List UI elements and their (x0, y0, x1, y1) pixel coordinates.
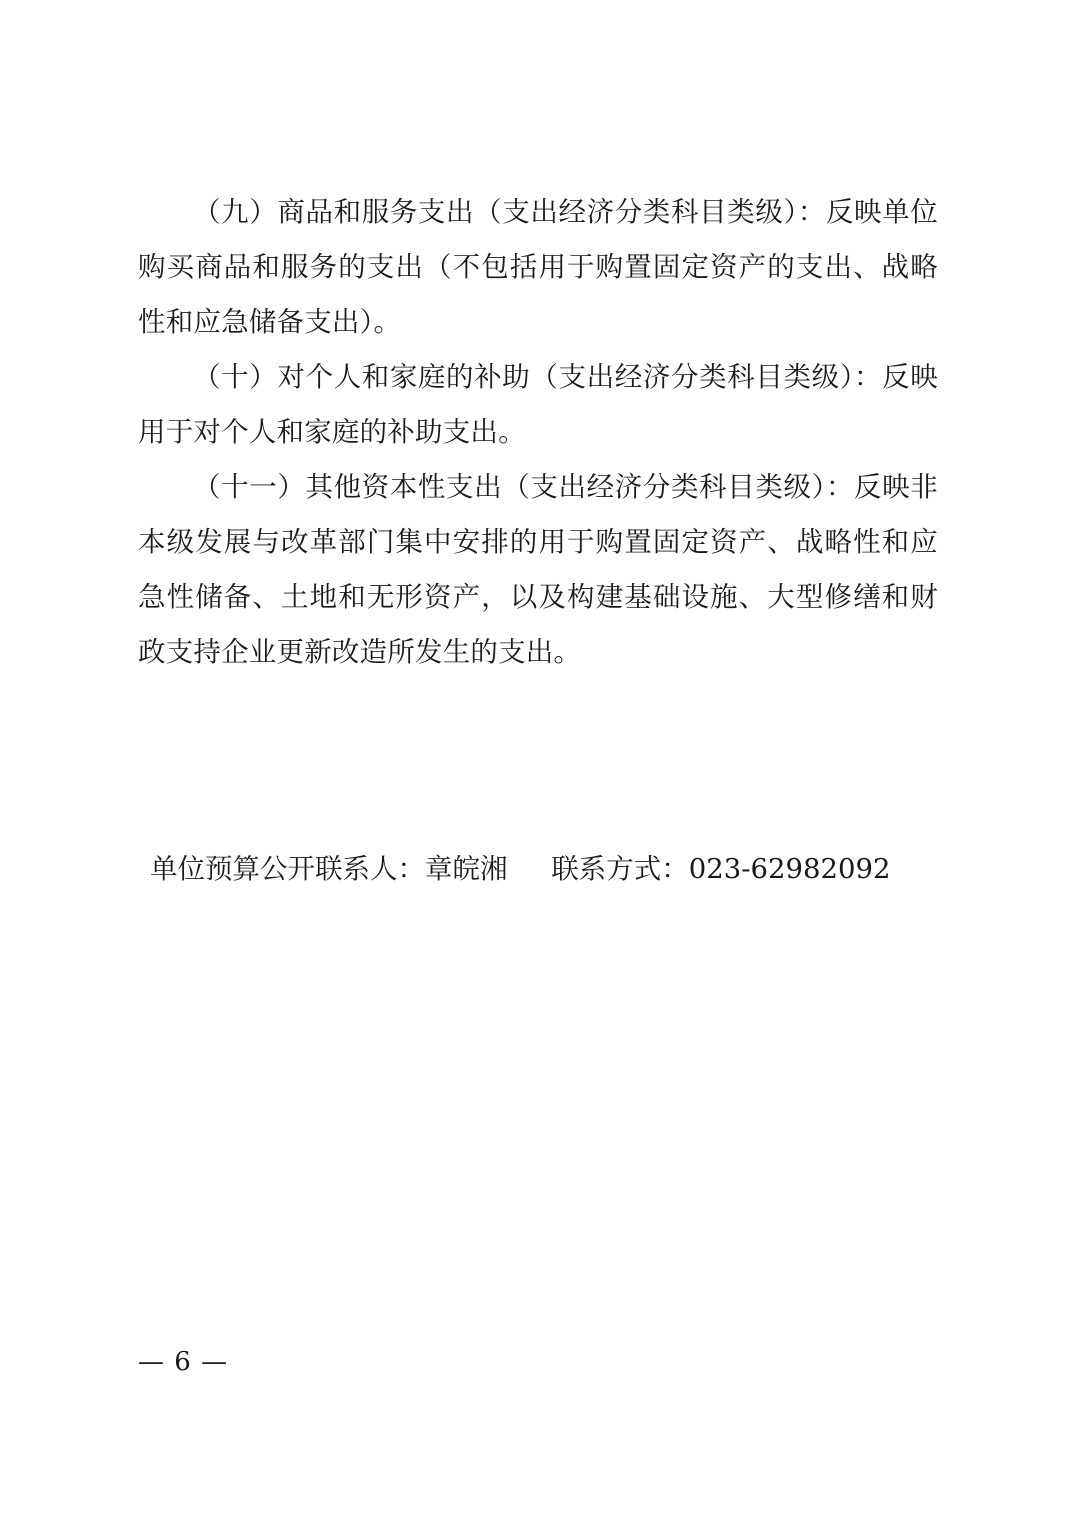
paragraph-item-11: （十一）其他资本性支出（支出经济分类科目类级）：反映非本级发展与改革部门集中安排的用于购置固定资产、战略性和应急性储备、土地和无形资产，以及构建基础设施、大型修缮和财政支持企业更新改造所发生的支出。 (138, 471, 938, 668)
page-number: — 6 — (138, 1347, 229, 1377)
document-body (138, 185, 938, 1007)
contact-block (138, 732, 938, 1007)
paragraph-item-10: （十）对个人和家庭的补助（支出经济分类科目类级）：反映用于对个人和家庭的补助支出。 (138, 361, 938, 448)
paragraph-item-9: （九）商品和服务支出（支出经济分类科目类级）：反映单位购买商品和服务的支出（不包括用于购置固定资产的支出、战略性和应急储备支出）。 (138, 196, 938, 338)
contact-line: 单位预算公开联系人：章皖湘 联系方式：023-62982092 (150, 853, 891, 885)
